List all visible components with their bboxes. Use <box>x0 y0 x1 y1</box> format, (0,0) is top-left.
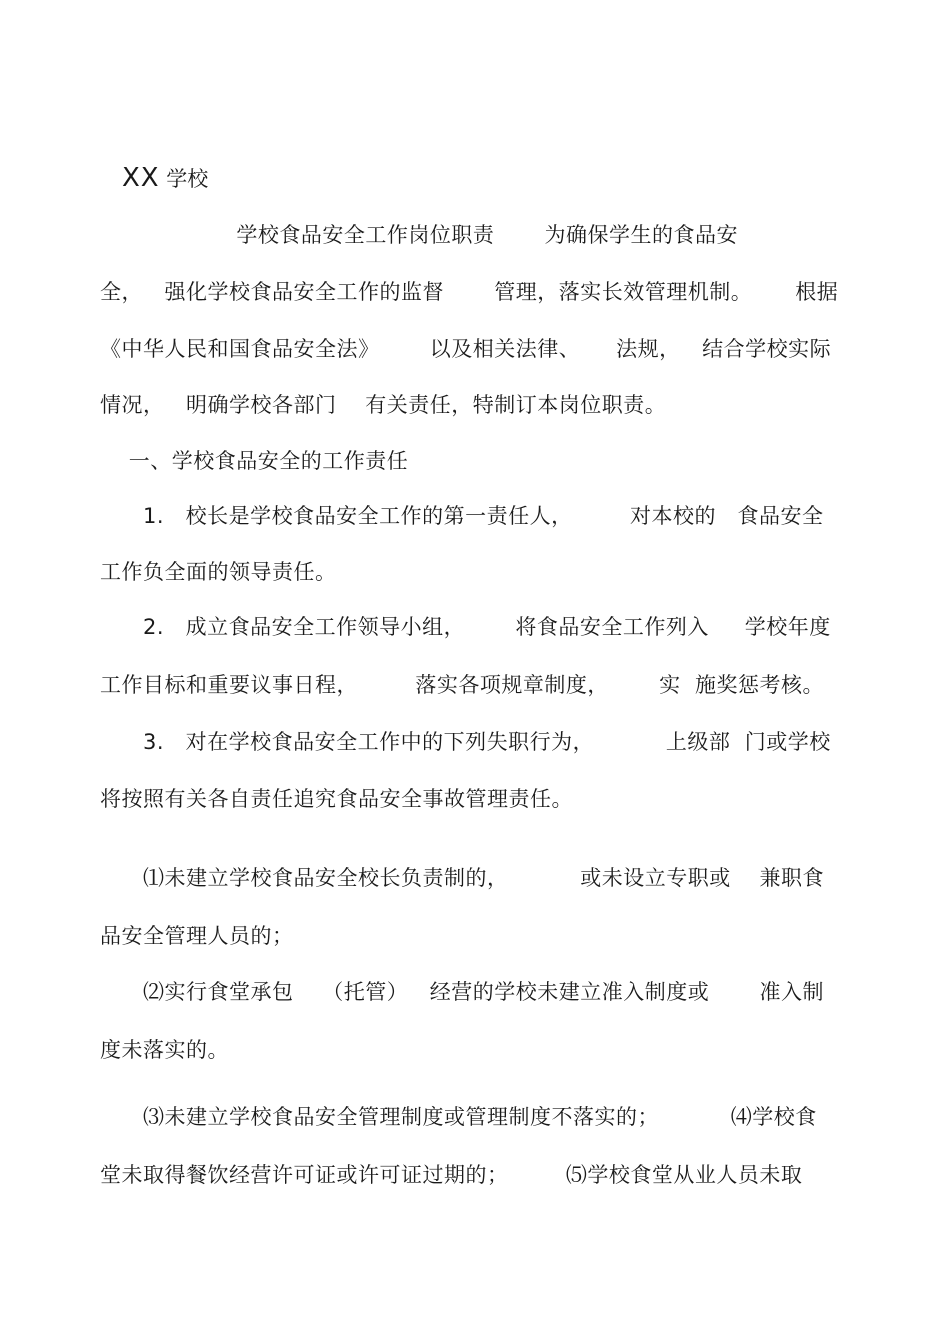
text-line: 度未落实的。 <box>100 1038 229 1062</box>
text-line: 2. 成立食品安全工作领导小组， 将食品安全工作列入 学校年度 <box>100 615 831 639</box>
text-line: ⑴未建立学校食品安全校长负责制的， 或未设立专职或 兼职食 <box>100 866 825 890</box>
text-line: 情况， 明确学校各部门 有关责任，特制订本岗位职责。 <box>100 393 667 417</box>
text-line: 学校食品安全工作岗位职责 为确保学生的食品安 <box>100 223 739 247</box>
text-line: ⑶未建立学校食品安全管理制度或管理制度不落实的； ⑷学校食 <box>100 1105 817 1129</box>
school-heading <box>122 163 208 194</box>
text-line: 3. 对在学校食品安全工作中的下列失职行为， 上级部 门或学校 <box>100 730 831 754</box>
text-line: ⑵实行食堂承包 （托管） 经营的学校未建立准入制度或 准入制 <box>100 980 825 1004</box>
text-line: 1. 校长是学校食品安全工作的第一责任人， 对本校的 食品安全 <box>100 504 824 528</box>
section-heading: 一、学校食品安全的工作责任 <box>100 449 409 473</box>
text-line: 工作目标和重要议事日程， 落实各项规章制度， 实 施奖惩考核。 <box>100 673 824 697</box>
text-line: 堂未取得餐饮经营许可证或许可证过期的； ⑸学校食堂从业人员未取 <box>100 1163 803 1187</box>
school-prefix: XX <box>122 163 160 193</box>
text-line: 品安全管理人员的； <box>100 924 294 948</box>
text-line: 全， 强化学校食品安全工作的监督 管理，落实长效管理机制。 根据 <box>100 280 839 304</box>
text-line: 《中华人民和国食品安全法》 以及相关法律、 法规， 结合学校实际 <box>100 337 832 361</box>
text-line: 将按照有关各自责任追究食品安全事故管理责任。 <box>100 787 573 811</box>
school-suffix: 学校 <box>159 167 209 191</box>
text-line: 工作负全面的领导责任。 <box>100 560 337 584</box>
